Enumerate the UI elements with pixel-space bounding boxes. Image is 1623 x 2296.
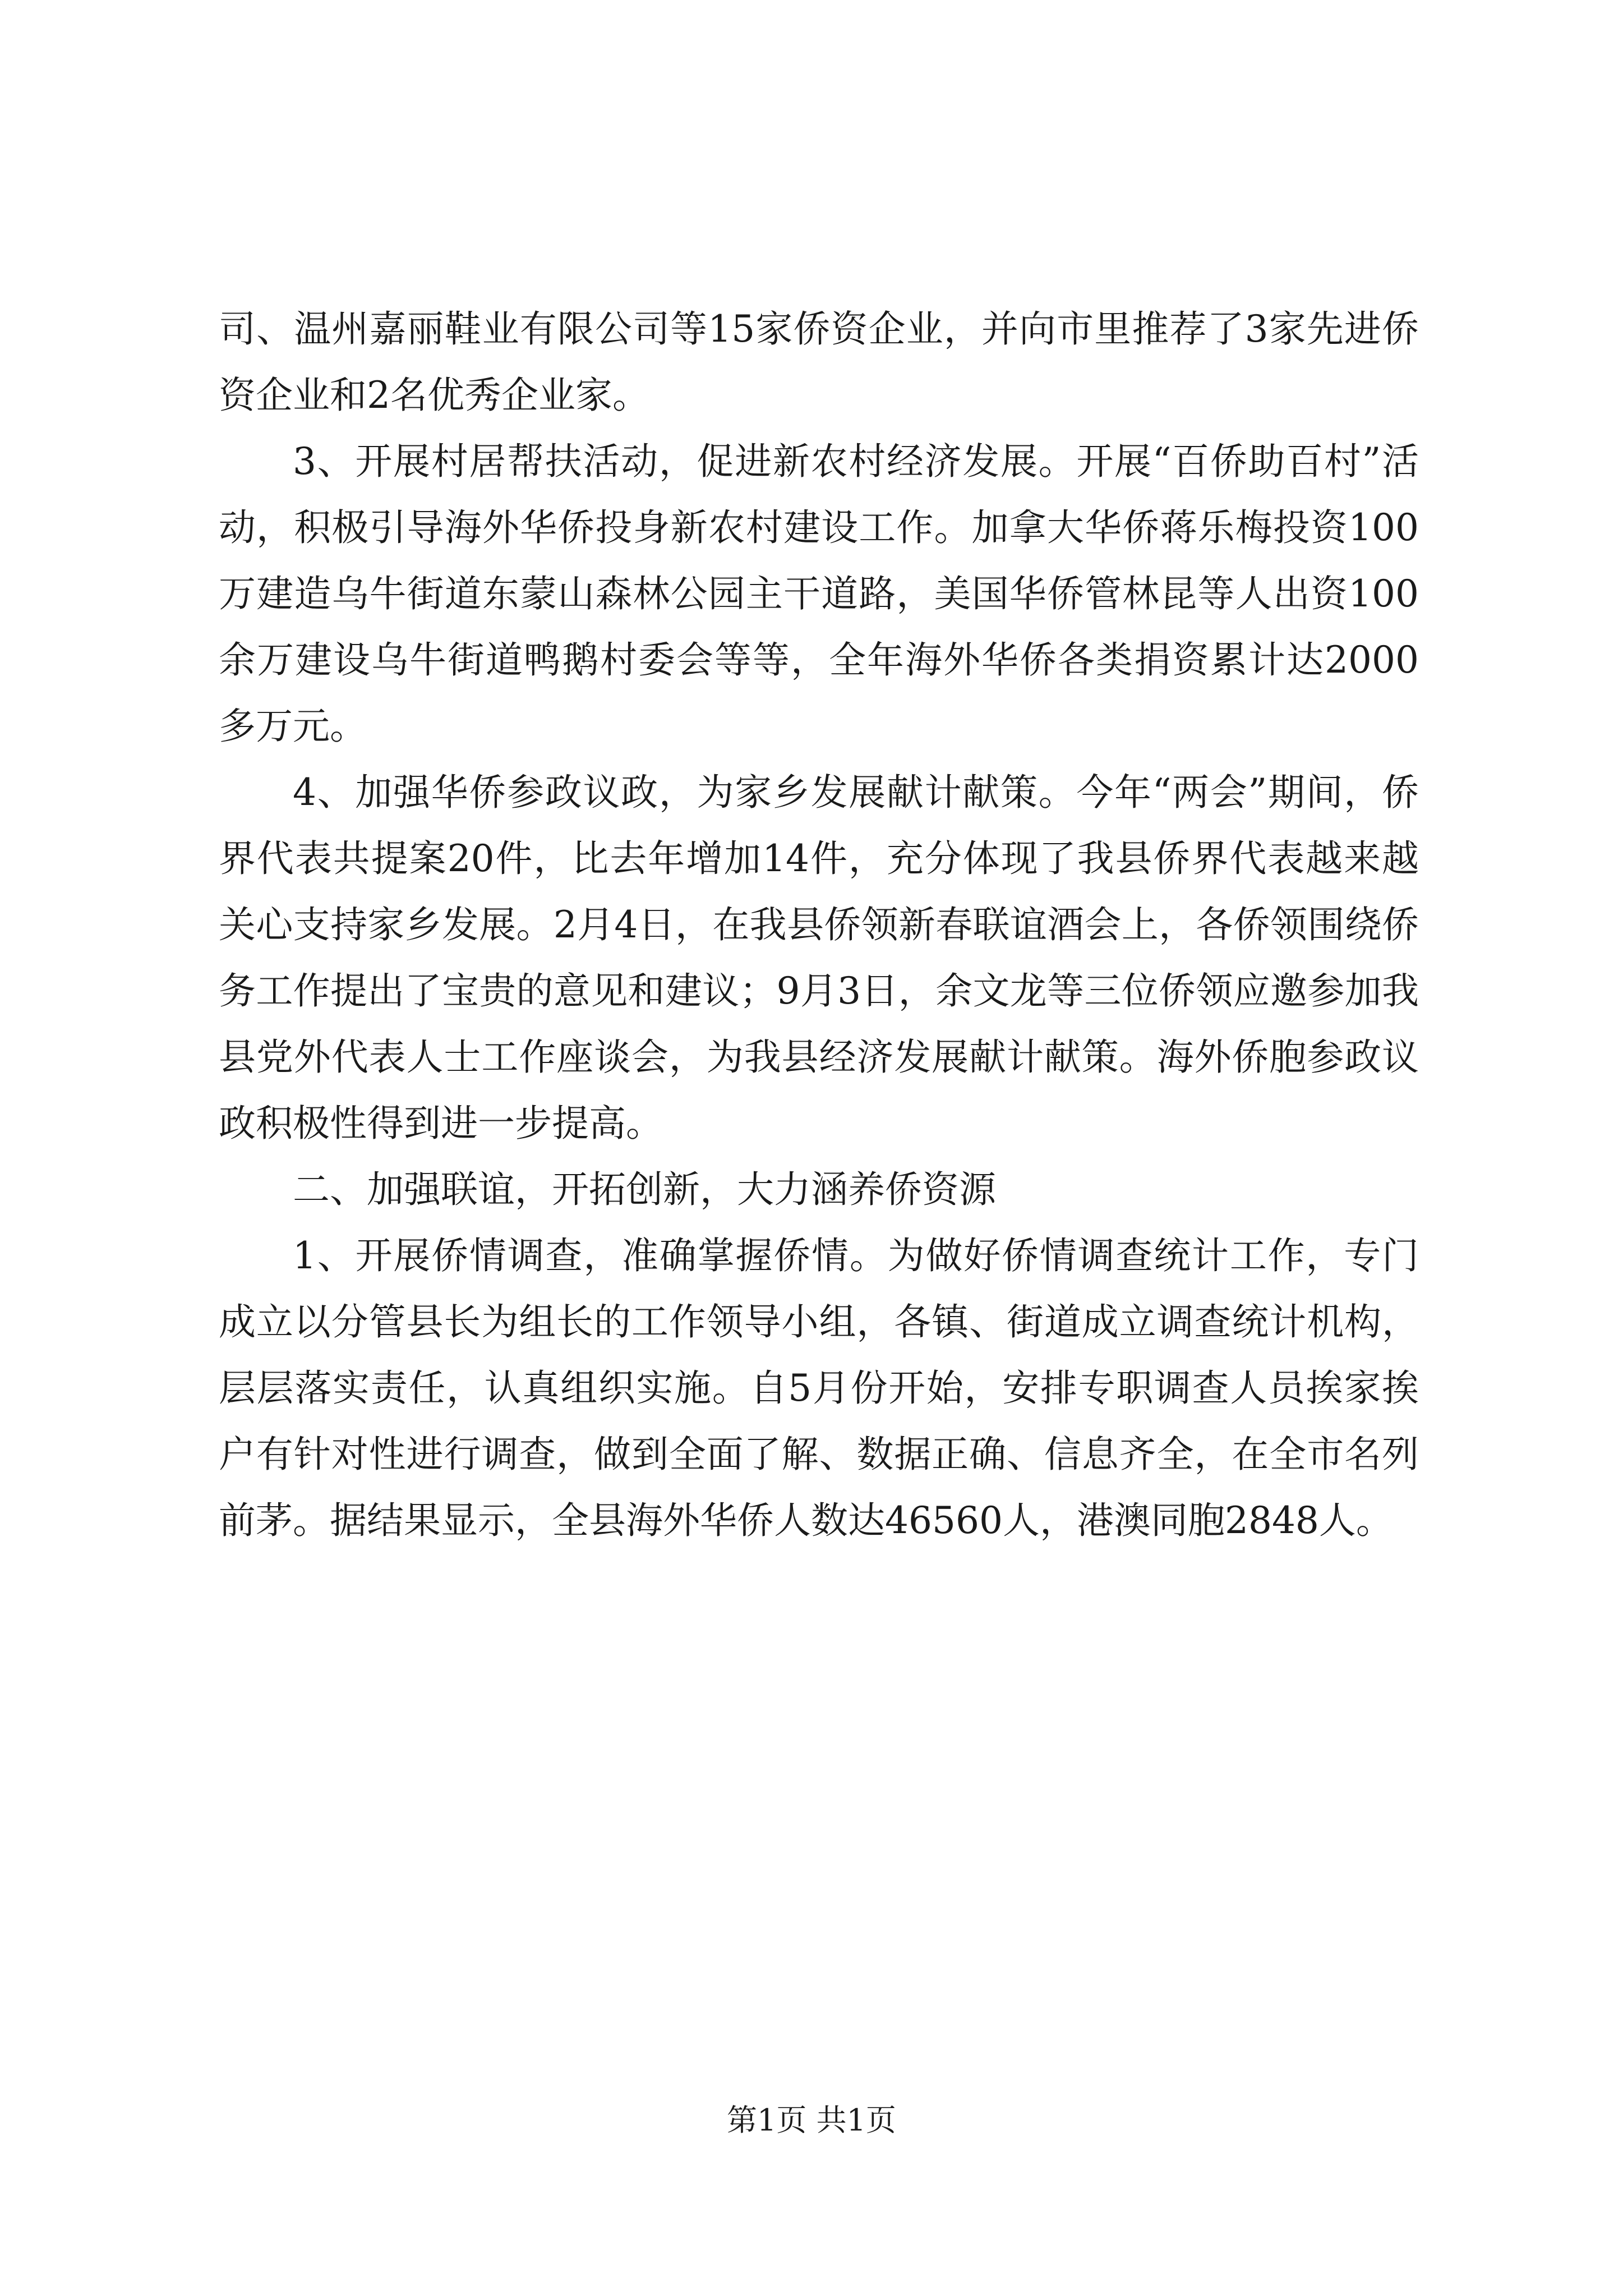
paragraph-3: 4、加强华侨参政议政，为家乡发展献计献策。今年“两会”期间，侨界代表共提案20件，比去年增加14件，充分体现了我县侨界代表越来越关心支持家乡发展。2月4日，在我县侨领新春联谊酒会上，各侨领围绕侨务工作提出了宝贵的意见和建议；9月3日，余文龙等三位侨领应邀参加我县党外代表人士工作座谈会，为我县经济发展献计献策。海外侨胞参政议政积极性得到进一步提高。 (219, 771, 1419, 1145)
paragraph-2: 3、开展村居帮扶活动，促进新农村经济发展。开展“百侨助百村”活动，积极引导海外华侨投身新农村建设工作。加拿大华侨蒋乐梅投资100万建造乌牛街道东蒙山森林公园主干道路，美国华侨管林昆等人出资100余万建设乌牛街道鸭鹅村委会等等，全年海外华侨各类捐资累计达2000多万元。 (219, 440, 1419, 748)
paragraph-1: 司、温州嘉丽鞋业有限公司等15家侨资企业，并向市里推荐了3家先进侨资企业和2名优秀企业家。 (219, 307, 1419, 417)
page-footer: 第1页 共1页 (727, 2102, 896, 2138)
section-heading: 二、加强联谊，开拓创新，大力涵养侨资源 (293, 1168, 996, 1211)
paragraph-4: 1、开展侨情调查，准确掌握侨情。为做好侨情调查统计工作，专门成立以分管县长为组长的工作领导小组，各镇、街道成立调查统计机构，层层落实责任，认真组织实施。自5月份开始，安排专职调查人员挨家挨户有针对性进行调查，做到全面了解、数据正确、信息齐全，在全市名列前茅。据结果显示，全县海外华侨人数达46560人，港澳同胞2848人。 (219, 1234, 1419, 1542)
document-body (219, 296, 1419, 1554)
